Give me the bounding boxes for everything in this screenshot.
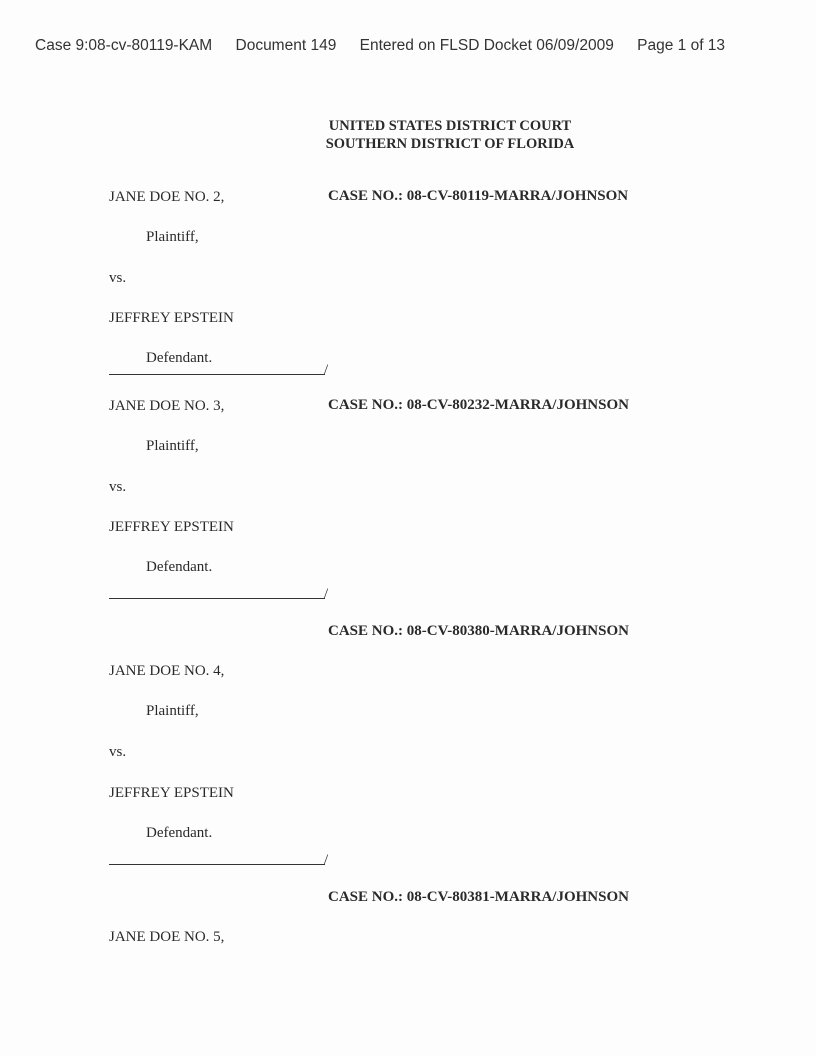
header-entered: Entered on FLSD Docket 06/09/2009 xyxy=(359,37,614,54)
plaintiff-label: Plaintiff, xyxy=(146,229,199,245)
court-title-line1: UNITED STATES DISTRICT COURT xyxy=(328,118,572,134)
case-number: CASE NO.: 08-CV-80232-MARRA/JOHNSON xyxy=(328,397,629,413)
versus: vs. xyxy=(109,744,127,760)
defendant-label: Defendant. xyxy=(146,559,213,575)
case-number: CASE NO.: 08-CV-80119-MARRA/JOHNSON xyxy=(328,188,629,204)
versus: vs. xyxy=(109,270,127,286)
slash: / xyxy=(324,586,329,602)
plaintiff-name: JANE DOE NO. 5, xyxy=(109,929,225,945)
plaintiff-label: Plaintiff, xyxy=(146,438,199,454)
court-title-line2: SOUTHERN DISTRICT OF FLORIDA xyxy=(325,136,575,152)
signature-line xyxy=(109,864,325,865)
plaintiff-name: JANE DOE NO. 3, xyxy=(109,398,225,414)
case-number: CASE NO.: 08-CV-80381-MARRA/JOHNSON xyxy=(328,889,629,905)
plaintiff-name: JANE DOE NO. 2, xyxy=(109,189,225,205)
slash: / xyxy=(324,852,329,868)
docket-header xyxy=(35,37,744,55)
signature-line xyxy=(109,598,325,599)
defendant-label: Defendant. xyxy=(146,350,213,366)
plaintiff-label: Plaintiff, xyxy=(146,703,199,719)
header-document: Document 149 xyxy=(235,37,337,54)
defendant-name: JEFFREY EPSTEIN xyxy=(109,519,234,535)
header-case: Case 9:08-cv-80119-KAM xyxy=(35,37,213,54)
defendant-name: JEFFREY EPSTEIN xyxy=(109,785,234,801)
plaintiff-name: JANE DOE NO. 4, xyxy=(109,663,225,679)
case-number: CASE NO.: 08-CV-80380-MARRA/JOHNSON xyxy=(328,623,629,639)
signature-line xyxy=(109,374,325,375)
versus: vs. xyxy=(109,479,127,495)
slash: / xyxy=(324,362,329,378)
defendant-name: JEFFREY EPSTEIN xyxy=(109,310,234,326)
header-page: Page 1 of 13 xyxy=(637,37,726,54)
defendant-label: Defendant. xyxy=(146,825,213,841)
